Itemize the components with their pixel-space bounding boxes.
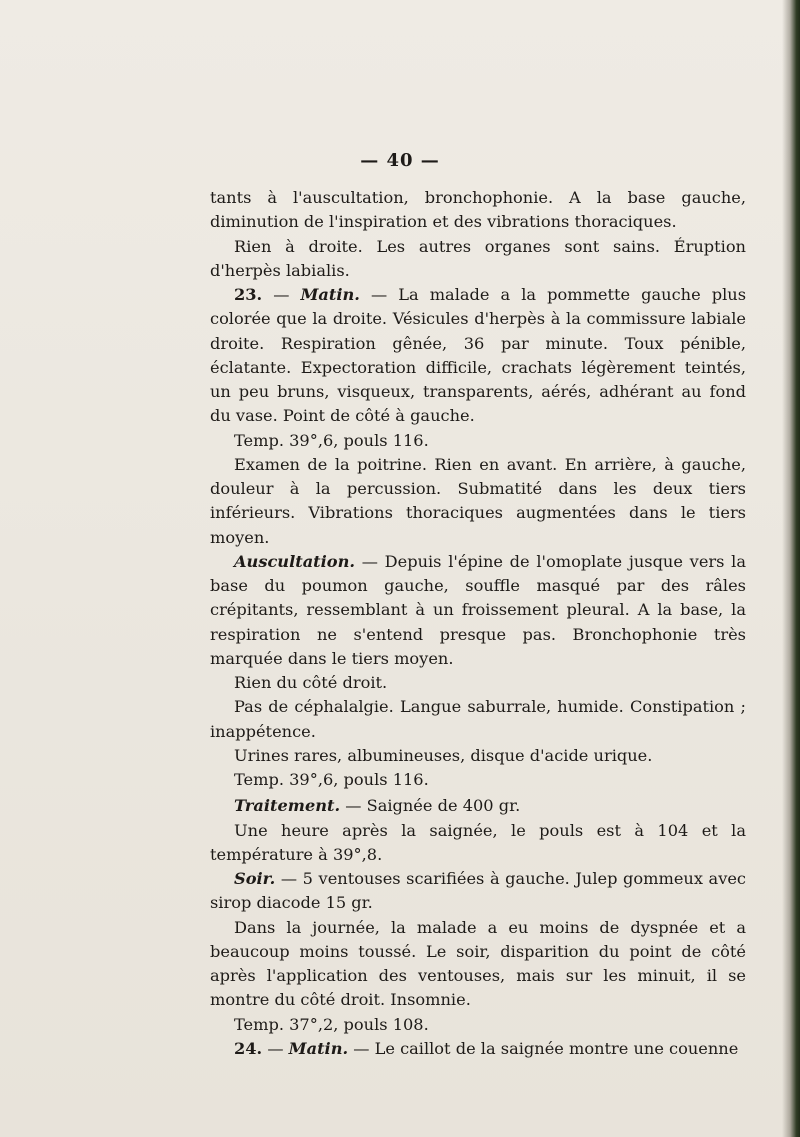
paragraph: Temp. 39°,6, pouls 116. <box>234 430 429 450</box>
paragraph-day-24-morning: 24. — Matin. — Le caillot de la saignée montre une couenne <box>234 1038 739 1058</box>
paragraph-day-23-morning: 23. — Matin. — La malade a la pommette gauche plus colorée que la droite. Vésicules d'herpès à la commissure labiale droite. Respiration gênée, 36 par minute. Toux pénible, éclatante. Expectoration difficile, crachats légèrement teintés, un peu bruns, visqueux, transparents, aérés, adhérant au fond du vase. Point de côté à gauche. <box>210 285 746 426</box>
paragraph-auscultation: Auscultation. — Depuis l'épine de l'omoplate jusque vers la base du poumon gauche, souffle masqué par des râles crépitants, ressemblant à un froissement pleural. A la base, la respiration ne s'entend presque pas. Bronchophonie très marquée dans le tiers moyen. <box>210 551 746 668</box>
paragraph: Une heure après la saignée, le pouls est à 104 et la température à 39°,8. <box>210 820 746 864</box>
section-label: Auscultation. <box>234 551 356 571</box>
paragraph: Rien à droite. Les autres organes sont sains. Éruption d'herpès labialis. <box>210 236 746 280</box>
paragraph: Pas de céphalalgie. Langue saburrale, humide. Constipation ; inappétence. <box>210 697 746 741</box>
paragraph: Urines rares, albumineuses, disque d'acide urique. <box>234 745 653 765</box>
paragraph: Temp. 39°,6, pouls 116. <box>234 770 429 789</box>
paragraph: tants à l'auscultation, bronchophonie. A la base gauche, diminution de l'inspiration et des vibrations thoraciques. <box>210 188 746 232</box>
paragraph: Temp. 37°,2, pouls 108. <box>234 1014 429 1034</box>
section-label: Soir. <box>234 869 276 888</box>
body-text <box>210 186 746 1061</box>
paragraph-soir: Soir. — 5 ventouses scarifiées à gauche. Julep gommeux avec sirop diacode 15 gr. <box>210 869 746 913</box>
day-number: 23. <box>234 285 263 304</box>
paragraph: Dans la journée, la malade a eu moins de dyspnée et a beaucoup moins toussé. Le soir, disparition du point de côté après l'application des ventouses, mais sur les minuit, il se montre du côté droit. Insomnie. <box>210 917 746 1010</box>
day-number: 24. <box>234 1038 263 1058</box>
section-label: Traitement. <box>234 796 341 816</box>
section-label: Matin. <box>300 285 360 304</box>
section-label: Matin. <box>288 1038 349 1058</box>
paragraph: Examen de la poitrine. Rien en avant. En arrière, à gauche, douleur à la percussion. Submatité dans les deux tiers inférieurs. Vibrations thoraciques augmentées dans le tiers moyen. <box>210 454 746 547</box>
page-number: — 40 — <box>360 150 440 171</box>
paragraph-traitement: Traitement. — Saignée de 400 gr. <box>234 796 521 816</box>
paragraph: Rien du côté droit. <box>234 673 388 692</box>
